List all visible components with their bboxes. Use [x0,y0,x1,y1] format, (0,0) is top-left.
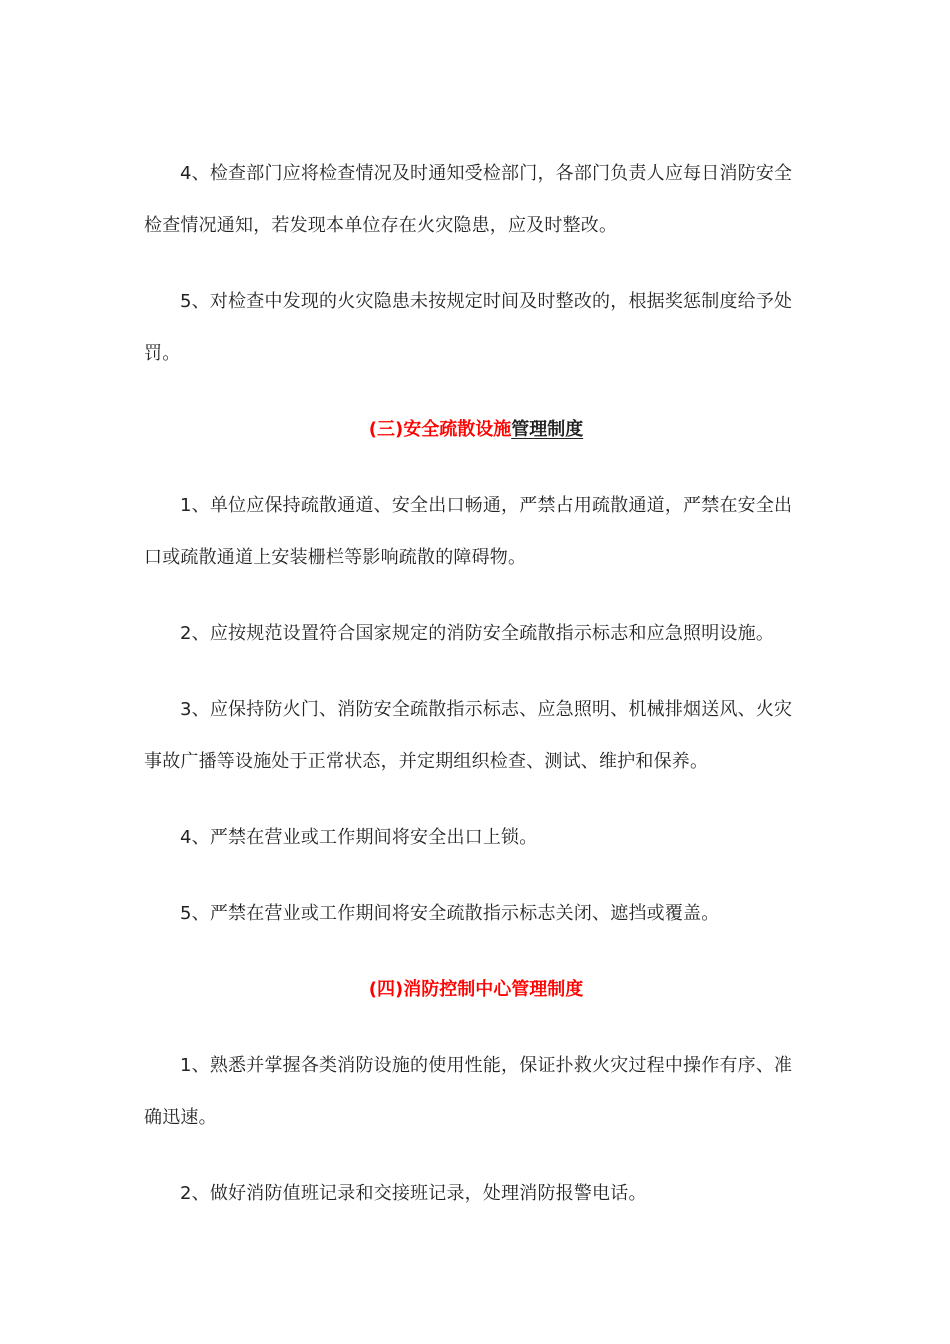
paragraph-s3-item-2: 2、应按规范设置符合国家规定的消防安全疏散指示标志和应急照明设施。 [180,623,775,644]
section-3-heading-red: (三)安全疏散设施 [368,419,512,440]
section-4-heading: (四)消防控制中心管理制度 [368,979,584,1000]
document-body [144,148,808,1220]
paragraph-s4-item-1: 1、熟悉并掌握各类消防设施的使用性能，保证扑救火灾过程中操作有序、准确迅速。 [144,1055,793,1128]
paragraph-s3-item-5: 5、严禁在营业或工作期间将安全疏散指示标志关闭、遮挡或覆盖。 [180,903,720,924]
section-3-heading [144,404,808,456]
paragraph-s2-item-5: 5、对检查中发现的火灾隐患未按规定时间及时整改的，根据奖惩制度给予处罚。 [144,291,793,364]
paragraph-s4-item-2: 2、做好消防值班记录和交接班记录，处理消防报警电话。 [180,1183,647,1204]
paragraph-s2-item-4: 4、检查部门应将检查情况及时通知受检部门，各部门负责人应每日消防安全检查情况通知，若发现本单位存在火灾隐患，应及时整改。 [144,163,793,236]
paragraph-s3-item-4: 4、严禁在营业或工作期间将安全出口上锁。 [180,827,538,848]
section-3-heading-underlined: 管理制度 [511,419,584,440]
paragraph-s3-item-3: 3、应保持防火门、消防安全疏散指示标志、应急照明、机械排烟送风、火灾事故广播等设施处于正常状态，并定期组织检查、测试、维护和保养。 [144,699,793,772]
paragraph-s3-item-1: 1、单位应保持疏散通道、安全出口畅通，严禁占用疏散通道，严禁在安全出口或疏散通道上安装栅栏等影响疏散的障碍物。 [144,495,793,568]
